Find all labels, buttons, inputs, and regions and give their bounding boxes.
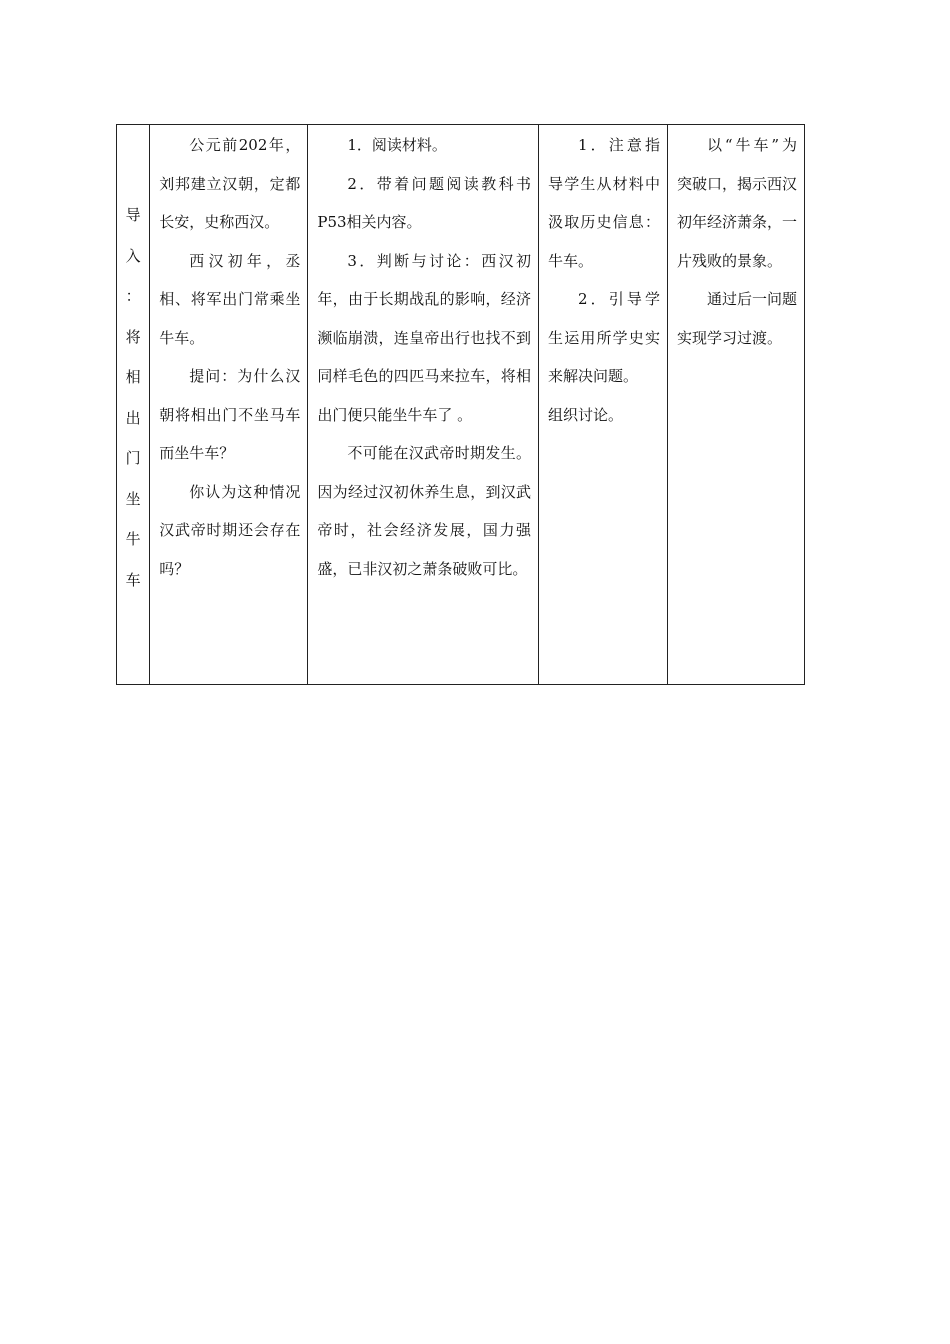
stage-label-char: 导 — [125, 206, 141, 224]
stage-label-char: 相 — [125, 368, 141, 386]
teacher-activity-paragraph: 1．注意指导学生从材料中汲取历史信息：牛车。 — [548, 136, 660, 270]
teacher-activity-cell — [539, 125, 668, 685]
stage-label-char: 将 — [125, 327, 141, 346]
student-activity-paragraph: 2．带着问题阅读教科书P53相关内容。 — [317, 174, 532, 231]
teacher-activity-paragraph: 组织讨论。 — [548, 405, 624, 424]
content-paragraph: 提问：为什么汉朝将相出门不坐马车而坐牛车？ — [159, 367, 301, 462]
student-activity-paragraph: 不可能在汉武帝时期发生。因为经过汉初休养生息，到汉武帝时，社会经济发展，国力强盛，已非汉初之萧条破败可比。 — [317, 444, 532, 578]
lesson-plan-table — [116, 124, 805, 685]
stage-label-char: 出 — [125, 408, 141, 427]
content-cell — [150, 125, 308, 685]
stage-label-char: ： — [125, 287, 141, 305]
student-activity-paragraph: 1．阅读材料。 — [347, 136, 447, 154]
stage-label-char: 门 — [125, 449, 141, 467]
teacher-activity-paragraph: 2．引导学生运用所学史实来解决问题。 — [548, 290, 660, 385]
design-intent-paragraph: 通过后一问题实现学习过渡。 — [676, 290, 797, 347]
stage-label-char: 车 — [125, 570, 141, 589]
student-activity-paragraph: 3．判断与讨论：西汉初年，由于长期战乱的影响，经济濒临崩溃，连皇帝出行也找不到同样毛色的四匹马来拉车，将相出门便只能坐牛车了 。 — [317, 251, 532, 424]
content-paragraph: 你认为这种情况汉武帝时期还会存在吗？ — [159, 482, 301, 578]
stage-label-cell — [117, 125, 150, 685]
content-paragraph: 西汉初年，丞相、将军出门常乘坐牛车。 — [159, 251, 301, 347]
table-row — [117, 125, 805, 685]
stage-label-char: 坐 — [125, 489, 141, 508]
design-intent-paragraph: 以“牛车”为突破口，揭示西汉初年经济萧条，一片残败的景象。 — [676, 136, 797, 270]
stage-label-char: 牛 — [125, 530, 141, 548]
stage-label-char: 入 — [125, 246, 141, 265]
design-intent-cell — [667, 125, 804, 685]
content-paragraph: 公元前202年，刘邦建立汉朝，定都长安，史称西汉。 — [159, 136, 301, 231]
student-activity-cell — [308, 125, 539, 685]
